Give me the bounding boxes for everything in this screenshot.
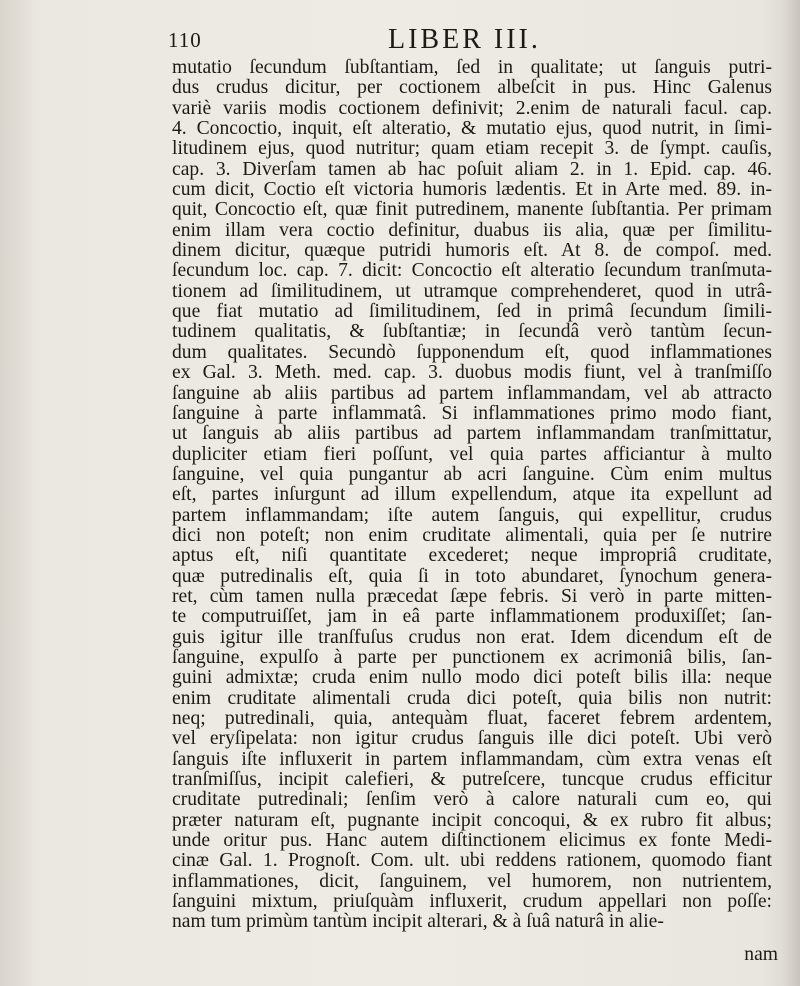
text-line: dupliciter etiam fieri poſſunt, vel quia partes afficiantur à multo bbox=[172, 443, 772, 465]
text-line: variè variis modis coctionem definivit; 2.enim de naturali facul. cap. bbox=[172, 97, 772, 119]
text-line: ſanguine, expulſo à parte per punctionem ex acrimoniâ bilis, ſan- bbox=[172, 646, 772, 668]
text-line: cum dicit, Coctio eſt victoria humoris lædentis. Et in Arte med. 89. in- bbox=[172, 179, 772, 201]
text-line: dinem dicitur, quæque putridi humoris eſt. At 8. de compoſ. med. bbox=[172, 240, 772, 262]
text-line: unde oritur pus. Hanc autem diſtinctionem elicimus ex fonte Medi- bbox=[172, 830, 772, 852]
text-line: ret, cùm tamen nulla præcedat ſæpe febris. Si verò in parte mitten- bbox=[172, 585, 772, 607]
text-line: cap. 3. Diverſam tamen ab hac poſuit aliam 2. in 1. Epid. cap. 46. bbox=[172, 158, 772, 180]
text-line: guis igitur ille tranſfuſus crudus non erat. Idem dicendum eſt de bbox=[172, 626, 772, 648]
page-header bbox=[168, 24, 768, 54]
text-line: ſanguine, vel quia pungantur ab acri ſanguine. Cùm enim multus bbox=[172, 463, 772, 485]
body-text bbox=[172, 58, 772, 933]
text-line: præter naturam eſt, pugnante incipit concoqui, & ex rubro fit albus; bbox=[172, 809, 772, 831]
page-number: 110 bbox=[168, 28, 202, 52]
text-line: quæ putredinalis eſt, quia ſi in toto abundaret, ſynochum genera- bbox=[172, 565, 772, 587]
catchword: nam bbox=[744, 944, 778, 965]
page-edge-shadow bbox=[782, 0, 800, 986]
text-line: neq; putredinali, quia, antequàm fluat, faceret febrem ardentem, bbox=[172, 708, 772, 729]
text-line: eſt, partes inſurgunt ad illum expellendum, atque ita expellunt ad bbox=[172, 484, 772, 506]
text-line: mutatio ſecundum ſubſtantiam, ſed in qualitate; ut ſanguis putri- bbox=[172, 57, 772, 78]
text-line: ſanguine à parte inflammatâ. Si inflammationes primo modo fiant, bbox=[172, 402, 772, 424]
text-line: cruditate putredinali; ſenſim verò à calore naturali cum eo, qui bbox=[172, 789, 772, 811]
text-line: vel eryſipelata: non igitur crudus ſanguis ille dici poteſt. Ubi verò bbox=[172, 728, 772, 750]
text-line: ſanguini mixtum, priuſquàm influxerit, crudum appellari non poſſe: bbox=[172, 891, 772, 913]
text-line: ut ſanguis ab aliis partibus ad partem inflammandam tranſmittatur, bbox=[172, 423, 772, 445]
text-line: ſanguis iſte influxerit in partem inflammandam, cùm extra venas eſt bbox=[172, 748, 772, 770]
text-line: ex Gal. 3. Meth. med. cap. 3. duobus modis fiunt, vel à tranſmiſſo bbox=[172, 362, 772, 384]
text-line: inflammationes, dicit, ſanguinem, vel humorem, non nutrientem, bbox=[172, 870, 772, 892]
text-line: enim illam vera coctio definitur, duabus iis alia, quæ per ſimilitu- bbox=[172, 219, 772, 241]
text-line: litudinem ejus, quod nutritur; quam etiam recepit 3. de ſympt. cauſis, bbox=[172, 138, 772, 160]
text-line: cinæ Gal. 1. Prognoſt. Com. ult. ubi reddens rationem, quomodo fiant bbox=[172, 850, 772, 872]
text-line: dici non poteſt; non enim cruditate alimentali, quia per ſe nutrire bbox=[172, 524, 772, 546]
text-line: quit, Concoctio eſt, quæ finit putredinem, manente ſubſtantia. Per primam bbox=[172, 199, 772, 221]
text-line: ſanguine ab aliis partibus ad partem inflammandam, vel ab attracto bbox=[172, 382, 772, 404]
text-line: guini admixtæ; cruda enim nullo modo dici poteſt bilis illa: neque bbox=[172, 667, 772, 689]
text-line: dum qualitates. Secundò ſupponendum eſt, quod inflammationes bbox=[172, 341, 772, 363]
text-line: aptus eſt, niſi quantitate excederet; neque impropriâ cruditate, bbox=[172, 545, 772, 567]
text-line: nam tum primùm tantùm incipit alterari, & à ſuâ naturâ in alie- bbox=[172, 911, 664, 933]
text-line: partem inflammandam; iſte autem ſanguis, qui expellitur, crudus bbox=[172, 504, 772, 526]
running-head: LIBER III. bbox=[388, 24, 541, 55]
text-line: dus crudus dicitur, per coctionem albeſcit in pus. Hinc Galenus bbox=[172, 77, 772, 99]
text-line: ſecundum loc. cap. 7. dicit: Concoctio eſt alteratio ſecundum tranſmuta- bbox=[172, 260, 772, 282]
text-line: te computruiſſet, jam in eâ parte inflammationem produxiſſet; ſan- bbox=[172, 606, 772, 628]
text-line: que fiat mutatio ad ſimilitudinem, ſed in primâ ſecundum ſimili- bbox=[172, 301, 772, 323]
text-line: enim cruditate alimentali cruda dici poteſt, quia bilis non nutrit: bbox=[172, 687, 772, 709]
text-line: tudinem qualitatis, & ſubſtantiæ; in ſecundâ verò tantùm ſecun- bbox=[172, 321, 772, 343]
text-line: tionem ad ſimilitudinem, ut utramque comprehenderet, quod in utrâ- bbox=[172, 280, 772, 302]
text-line: tranſmiſſus, incipit calefieri, & putreſcere, tuncque crudus efficitur bbox=[172, 769, 772, 791]
text-line: 4. Concoctio, inquit, eſt alteratio, & mutatio ejus, quod nutrit, in ſimi- bbox=[172, 118, 772, 140]
